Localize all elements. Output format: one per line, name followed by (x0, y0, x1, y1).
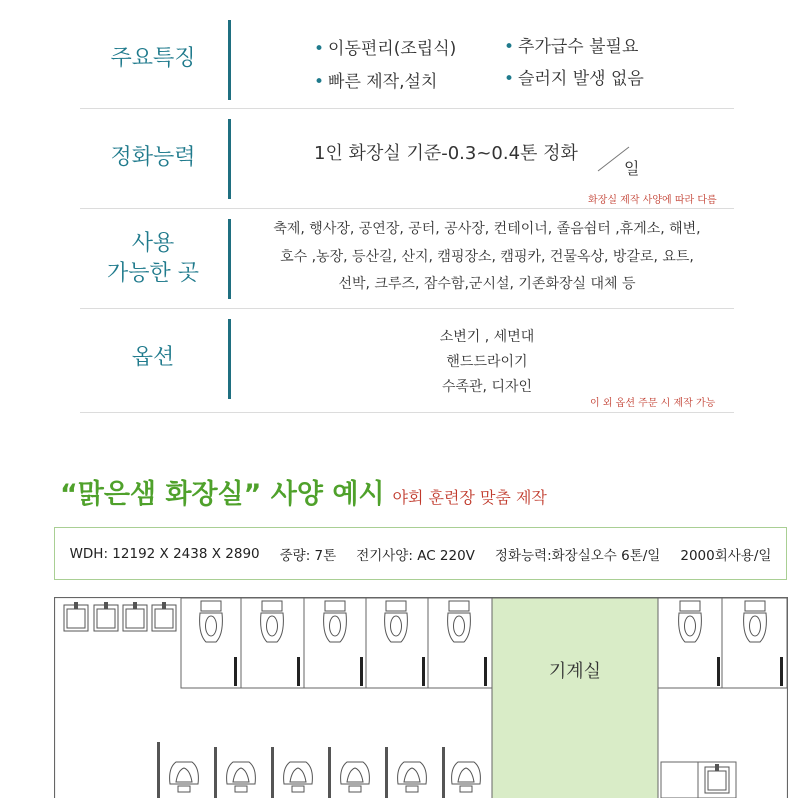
purification-main: 1인 화장실 기준-0.3~0.4톤 정화 (314, 143, 578, 164)
purification-row (80, 109, 734, 209)
features-row (80, 10, 734, 109)
toilet-icon (679, 601, 702, 642)
spec-power: 전기사양: AC 220V (356, 547, 475, 564)
example-title (60, 472, 547, 511)
toilet-icon (385, 601, 408, 642)
usage-row (80, 209, 734, 309)
purification-note: 화장실 제작 사양에 따라 다름 (588, 195, 717, 206)
usage-line: 선박, 크루즈, 잠수함,군시설, 기존화장실 대체 등 (338, 276, 636, 292)
options-row (80, 309, 734, 413)
toilet-icon (324, 601, 347, 642)
floor-plan (54, 597, 788, 798)
bullet-icon: • (314, 39, 325, 59)
sink-icon (123, 602, 147, 631)
options-label: 옵션 (131, 345, 175, 370)
bullet-icon: • (314, 72, 325, 92)
sink-icon (64, 602, 88, 631)
spec-box (54, 527, 787, 580)
usage-line: 축제, 행사장, 공연장, 공터, 공사장, 컨테이너, 졸음쉼터 ,휴게소, 해변, (273, 221, 701, 237)
sink-icon (94, 602, 118, 631)
purification-divider (228, 119, 231, 199)
usage-line: 호수 ,농장, 등산길, 산지, 캠핑장소, 캠핑카, 건물옥상, 방갈로, 요트, (280, 249, 694, 265)
example-subtitle: 야회 훈련장 맞춤 제작 (392, 488, 547, 507)
feature-item: • 추가급수 불필요 (504, 37, 639, 57)
options-line: 수족관, 디자인 (441, 379, 533, 395)
feature-item: • 이동편리(조립식) (314, 39, 457, 59)
spec-dimensions: WDH: 12192 X 2438 X 2890 (69, 545, 260, 562)
purification-per: 일 (624, 159, 640, 178)
spec-usage: 2000회사용/일 (680, 547, 772, 564)
example-title-text: “맑은샘 화장실” 사양 예시 (60, 479, 385, 510)
options-note: 이 외 옵션 주문 시 제작 가능 (590, 398, 716, 409)
bullet-icon: • (504, 69, 515, 89)
bullet-icon: • (504, 37, 515, 57)
usage-label-line1: 사용 (131, 231, 175, 256)
sink-icon (705, 764, 729, 793)
options-line: 핸드드라이기 (446, 354, 528, 370)
feature-item: • 슬러지 발생 없음 (504, 69, 644, 89)
spec-purification: 정화능력:화장실오수 6톤/일 (494, 547, 661, 564)
features-divider (228, 20, 231, 100)
toilet-icon (448, 601, 471, 642)
small-room (661, 762, 698, 798)
feature-item: • 빠른 제작,설치 (314, 72, 438, 92)
spec-weight: 중량: 7톤 (279, 547, 337, 564)
toilet-icon (744, 601, 767, 642)
features-label: 주요특징 (110, 46, 196, 71)
purification-label: 정화능력 (110, 145, 196, 170)
toilet-icon (200, 601, 223, 642)
usage-divider (228, 219, 231, 299)
toilet-icon (261, 601, 284, 642)
machine-room (492, 598, 658, 798)
usage-label-line2: 가능한 곳 (106, 261, 199, 286)
usage-label (80, 229, 226, 289)
options-line: 소변기 , 세면대 (439, 329, 535, 345)
sink-icon (152, 602, 176, 631)
options-divider (228, 319, 231, 399)
machine-room-label: 기계실 (548, 661, 602, 682)
